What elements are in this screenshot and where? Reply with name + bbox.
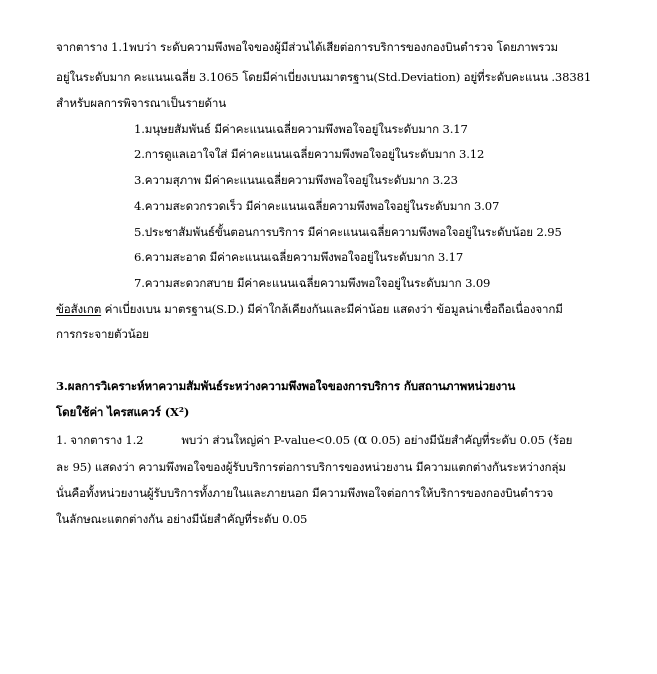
pvalue-text: พบว่า ส่วนใหญ่ค่า P-value<0.05 ( (181, 433, 358, 447)
paragraph-line: ในลักษณะแตกต่างกัน อย่างมีนัยสำคัญที่ระดับ 0.05 (56, 512, 308, 526)
list-item: 1.มนุษยสัมพันธ์ มีค่าคะแนนเฉลี่ยความพึงพอใจอยู่ในระดับมาก 3.17 (134, 122, 468, 136)
observation-line-2: การกระจายตัวน้อย (56, 327, 149, 341)
section-heading: 3.ผลการวิเคราะห์หาความสัมพันธ์ระหว่างความพึงพอใจของการบริการ กับสถานภาพหน่วยงาน (56, 379, 516, 393)
significance-text: 0.05) อย่างมีนัยสำคัญที่ระดับ 0.05 (ร้อย (367, 433, 573, 447)
observation-text: ค่าเบี่ยงเบน มาตรฐาน(S.D.) มีค่าใกล้เคียงกันและมีค่าน้อย แสดงว่า ข้อมูลน่าเชื่อถือเนื่องจากมี (101, 302, 563, 316)
observation-label: ข้อสังเกต (56, 302, 102, 316)
paragraph-line: สำหรับผลการพิจารณาเป็นรายด้าน (56, 96, 227, 110)
paragraph-line: อยู่ในระดับมาก คะแนนเฉลี่ย 3.1065 โดยมีค่าเบี่ยงเบนมาตรฐาน(Std.Deviation) อยู่ที่ระดับคะแนน .38381 (56, 70, 592, 84)
alpha-symbol: α (357, 432, 368, 448)
list-item: 6.ความสะอาด มีค่าคะแนนเฉลี่ยความพึงพอใจอยู่ในระดับมาก 3.17 (134, 250, 464, 264)
list-item: 7.ความสะดวกสบาย มีค่าคะแนนเฉลี่ยความพึงพอใจอยู่ในระดับมาก 3.09 (134, 276, 491, 290)
section-heading-2: โดยใช้ค่า ไครสแควร์ (X²) (56, 405, 190, 419)
table-reference: 1. จากตาราง 1.2 (56, 433, 144, 447)
paragraph-line: จากตาราง 1.1พบว่า ระดับความพึงพอใจของผู้มีส่วนได้เสียต่อการบริการของกองบินตำรวจ โดยภาพรวม (56, 40, 559, 54)
list-item: 5.ประชาสัมพันธ์ขั้นตอนการบริการ มีค่าคะแนนเฉลี่ยความพึงพอใจอยู่ในระดับน้อย 2.95 (134, 225, 562, 239)
list-item: 3.ความสุภาพ มีค่าคะแนนเฉลี่ยความพึงพอใจอยู่ในระดับมาก 3.23 (134, 173, 458, 187)
list-item: 4.ความสะดวกรวดเร็ว มีค่าคะแนนเฉลี่ยความพึงพอใจอยู่ในระดับมาก 3.07 (134, 199, 500, 213)
observation-line (56, 301, 563, 317)
paragraph-line: ละ 95) แสดงว่า ความพึงพอใจของผู้รับบริการต่อการบริการของหน่วยงาน มีความแตกต่างกันระหว่างกลุ่ม (56, 460, 566, 474)
paragraph-line (56, 432, 572, 448)
paragraph-line: นั่นคือทั้งหน่วยงานผู้รับบริการทั้งภายในและภายนอก มีความพึงพอใจต่อการให้บริการของกองบินตำรวจ (56, 486, 554, 500)
list-item: 2.การดูแลเอาใจใส่ มีค่าคะแนนเฉลี่ยความพึงพอใจอยู่ในระดับมาก 3.12 (134, 147, 485, 161)
